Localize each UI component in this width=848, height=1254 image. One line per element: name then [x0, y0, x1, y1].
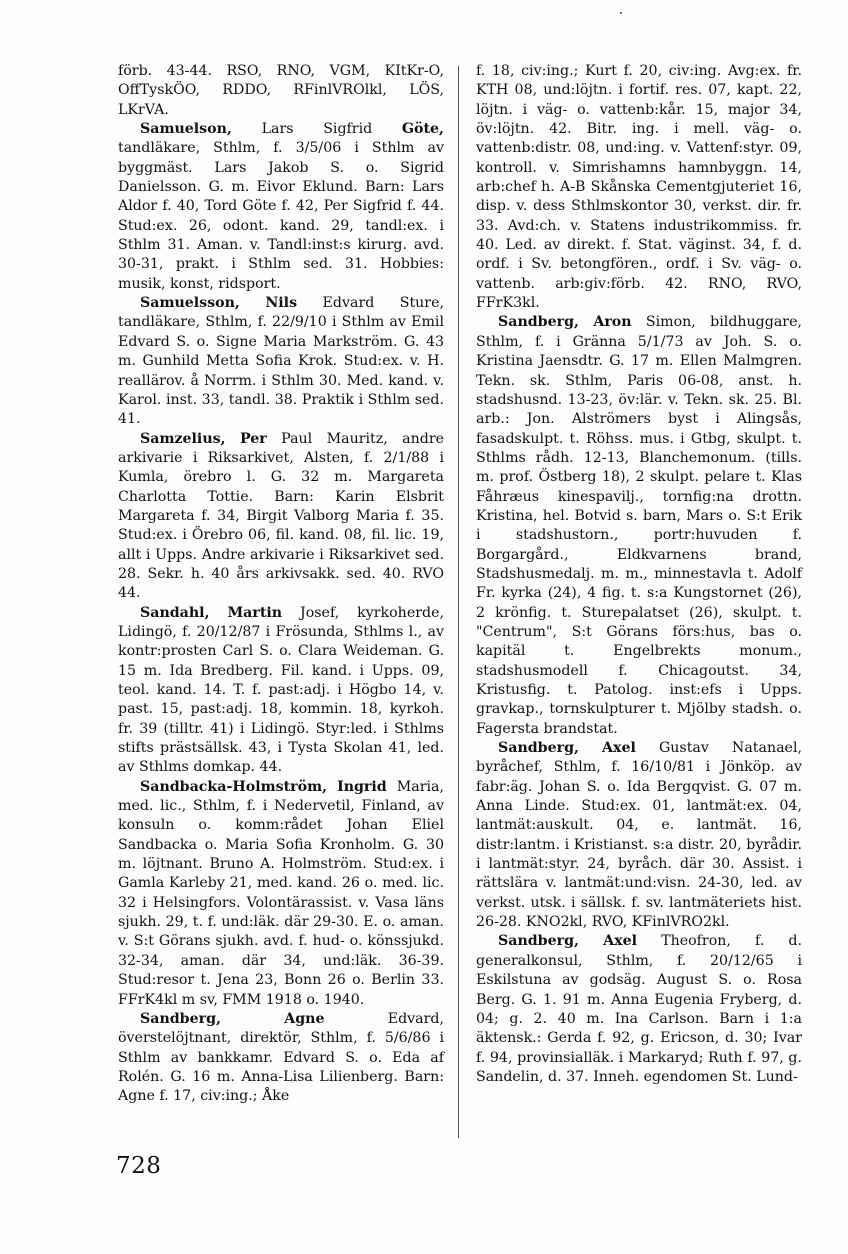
entry-called-name: Axel [602, 740, 636, 757]
entry-text: Edvard Sture, tandläkare, Sthlm, f. 22/9/10 i Sthlm av Emil Edvard S. o. Signe Maria Markström. G. 43 m. Gunhild Metta Sofia Krok. Stud:ex. v. H. reallärov. å Norrm. i Sthlm 30. Med. kand. v. Karol. inst. 33, tandl. 38. Praktik i Sthlm sed. 41. [118, 295, 444, 428]
entry-given-names [579, 314, 593, 330]
biography-entry [118, 120, 444, 294]
entry-surname: Samuelsson, [140, 295, 240, 312]
entry-given-names [221, 1011, 284, 1027]
entry-text: Theofron, f. d. generalkonsul, Sthlm, f. 20/12/65 i Eskilstuna av godsäg. August S. o. Rosa Berg. G. 1. 91 m. Anna Eugenia Fryberg, d. 04; g. 2. 40 m. Ina Carlson. Barn i 1:a äktensk.: Gerda f. 92, g. Ericson, d. 30; Ivar f. 94, provinsialläk. i Markaryd; Ruth f. 97, g. Sandelin, d. 37. Inneh. egendomen St. Lund- [476, 933, 802, 1085]
biography-entry [476, 932, 802, 1087]
entry-surname: Sandahl, [140, 604, 210, 621]
biography-entry [118, 294, 444, 429]
column-divider [458, 66, 459, 1138]
entry-called-name: Martin [227, 604, 283, 621]
biography-entry [476, 313, 802, 739]
entry-text: Simon, bildhuggare, Sthlm, f. i Gränna 5/1/73 av Joh. S. o. Kristina Jaensdtr. G. 17 m. Ellen Malmgren. Tekn. sk. Sthlm, Paris 06-08, anst. h. stadshusnd. 13-23, öv:lär. v. Tekn. sk. 25. Bl. arb.: Jon. Alströmers byst i Alingsås, fasadskulpt. t. Röhss. mus. i Gtbg, skulpt. t. Sthlms rådh. 12-13, Blanchemonum. (tills. m. prof. Östberg 18), 2 skulpt. pelare t. Klas Fåhræus kinespavilj., tornfig:na drottn. Kristina, hel. Botvid s. barn, Mars o. S:t Erik i stadshustorn., portr:huvuden f. Borgargård., Eldkvarnens brand, Stadshusmedalj. m. m., minnestavla t. Adolf Fr. kyrka (24), 4 fig. t. s:a Kungstornet (26), 2 krönfig. t. Sturepalatset (26), skulpt. t. "Centrum", S:t Görans förs:hus, bas o. kapitäl t. Engelbrekts monum., stadshusmodell f. Chicagoutst. 34, Kristusfig. t. Patolog. inst:efs i Upps. gravkap., tornskulpturer t. Mjölby stadsh. o. Fagersta brandstat. [476, 314, 802, 737]
entry-surname: Samzelius, [140, 430, 226, 447]
entry-text: f. 18, civ:ing.; Kurt f. 20, civ:ing. Avg:ex. fr. KTH 08, und:löjtn. i fortif. res. 07, kapt. 22, löjtn. i väg- o. vattenb:kår. 15, major 34, öv:löjtn. 42. Bitr. ing. i mell. väg- o. vattenb:distr. 08, und:ing. v. Vattenf:styr. 09, kontroll. v. Simrishamns hamnbyggn. 14, arb:chef h. A-B Skånska Cementgjuteriet 16, disp. v. dess Sthlmskontor 30, verkst. dir. fr. 33. Avd:ch. v. Statens industrikommiss. fr. 40. Led. av direkt. f. Stat. väginst. 34, f. d. ordf. i Sv. betongfören., ordf. i Sv. väg- o. vattenb. arb:giv:förb. 42. RNO, RVO, FFrK3kl. [476, 63, 802, 312]
entry-given-names [240, 295, 265, 311]
entry-text: Gustav Natanael, byråchef, Sthlm, f. 16/10/81 i Jönköp. av fabr:äg. Johan S. o. Ida Bergqvist. G. 07 m. Anna Linde. Stud:ex. 01, lantmät:ex. 04, lantmät:auskult. 04, e. lantmät. 16, distr:lantm. i Kristianst. s:a distr. 20, byrådir. i lantmät:styr. 24, byråch. där 30. Assist. i rättslära v. lantmät:und:visn. 24-30, led. av verkst. utsk. i sällsk. f. sv. lantmäteriets hist. 26-28. KNO2kl, RVO, KFinlVRO2kl. [476, 740, 802, 931]
biography-entry [118, 430, 444, 604]
right-column [476, 62, 802, 1087]
biography-entry [476, 62, 802, 313]
print-speck [620, 12, 622, 14]
entry-surname: Samuelson, [140, 121, 232, 138]
entry-text: Edvard, överstelöjtnant, direktör, Sthlm, f. 5/6/86 i Sthlm av bankkamr. Edvard S. o. Eda af Rolén. G. 16 m. Anna-Lisa Lilienberg. Barn: Agne f. 17, civ:ing.; Åke [118, 1010, 444, 1105]
biography-entry [118, 62, 444, 120]
entry-given-names [579, 740, 602, 756]
biography-entry [476, 739, 802, 932]
biography-entry [118, 604, 444, 778]
entry-called-name: Göte, [401, 121, 444, 138]
entry-given-names [327, 779, 337, 795]
entry-text: förb. 43-44. RSO, RNO, VGM, KItKr-O, OffTyskÖO, RDDO, RFinlVROlkl, LÖS, LKrVA. [118, 63, 444, 118]
entry-given-names: Lars Sigfrid [231, 121, 402, 138]
entry-surname: Sandbacka-Holmström, [140, 778, 328, 795]
entry-text: Josef, kyrkoherde, Lidingö, f. 20/12/87 i Frösunda, Sthlms l., av kontr:prosten Carl S. o. Clara Weideman. G. 15 m. Ida Bredberg. Fil. kand. i Upps. 09, teol. kand. 14. T. f. past:adj. i Högbo 14, v. past. 15, past:adj. 18, kommin. 18, kyrkoh. fr. 39 (tilltr. 41) i Lidingö. Styr:led. i Sthlms stifts prästsällsk. 43, i Tysta Skolan 41, led. av Sthlms domkap. 44. [118, 604, 444, 776]
entry-given-names [210, 605, 228, 621]
biography-entry [118, 1010, 444, 1107]
biography-entry [118, 778, 444, 1010]
entry-text: Paul Mauritz, andre arkivarie i Riksarkivet, Alsten, f. 2/1/88 i Kumla, örebro l. G. 32 m. Margareta Charlotta Tottie. Barn: Karin Elsbrit Margareta f. 34, Birgit Valborg Maria f. 35. Stud:ex. i Örebro 06, fil. kand. 08, fil. lic. 19, allt i Upps. Andre arkivarie i Riksarkivet sed. 28. Sekr. h. 40 års arkivsakk. sed. 40. RVO 44. [118, 430, 444, 602]
left-column [118, 62, 444, 1107]
entry-called-name: Axel [603, 933, 637, 950]
entry-called-name: Per [239, 430, 267, 447]
page-number: 728 [116, 1153, 162, 1179]
entry-called-name: Ingrid [337, 778, 387, 795]
entry-surname: Sandberg, [498, 933, 579, 950]
entry-surname: Sandberg, [140, 1010, 221, 1027]
entry-called-name: Aron [593, 314, 632, 331]
entry-text: Maria, med. lic., Sthlm, f. i Nedervetil, Finland, av konsuln o. komm:rådet Johan Eliel Sandbacka o. Maria Sofia Kronholm. G. 30 m. löjtnant. Bruno A. Holmström. Stud:ex. i Gamla Karleby 21, med. kand. 26 o. med. lic. 32 i Helsingfors. Volontärassist. v. Vasa läns sjukh. 29, t. f. und:läk. där 29-30. E. o. aman. v. S:t Görans sjukh. avd. f. hud- o. könssjukd. 32-34, aman. där 34, und:läk. 36-39. Stud:resor t. Jena 23, Bonn 26 o. Berlin 33. FFrK4kl m sv, FMM 1918 o. 1940. [118, 778, 444, 1008]
entry-given-names [579, 933, 603, 949]
entry-surname: Sandberg, [498, 740, 579, 757]
entry-given-names [226, 431, 240, 447]
entry-called-name: Nils [265, 295, 298, 312]
entry-called-name: Agne [284, 1010, 325, 1027]
entry-text: tandläkare, Sthlm, f. 3/5/06 i Sthlm av byggmäst. Lars Jakob S. o. Sigrid Danielsson. G. m. Eivor Eklund. Barn: Lars Aldor f. 40, Tord Göte f. 42, Per Sigfrid f. 44. Stud:ex. 26, odont. kand. 29, tandl:ex. i Sthlm 31. Aman. v. Tandl:inst:s kirurg. avd. 30-31, prakt. i Sthlm sed. 31. Hobbies: musik, konst, ridsport. [118, 140, 444, 292]
entry-surname: Sandberg, [498, 314, 579, 331]
